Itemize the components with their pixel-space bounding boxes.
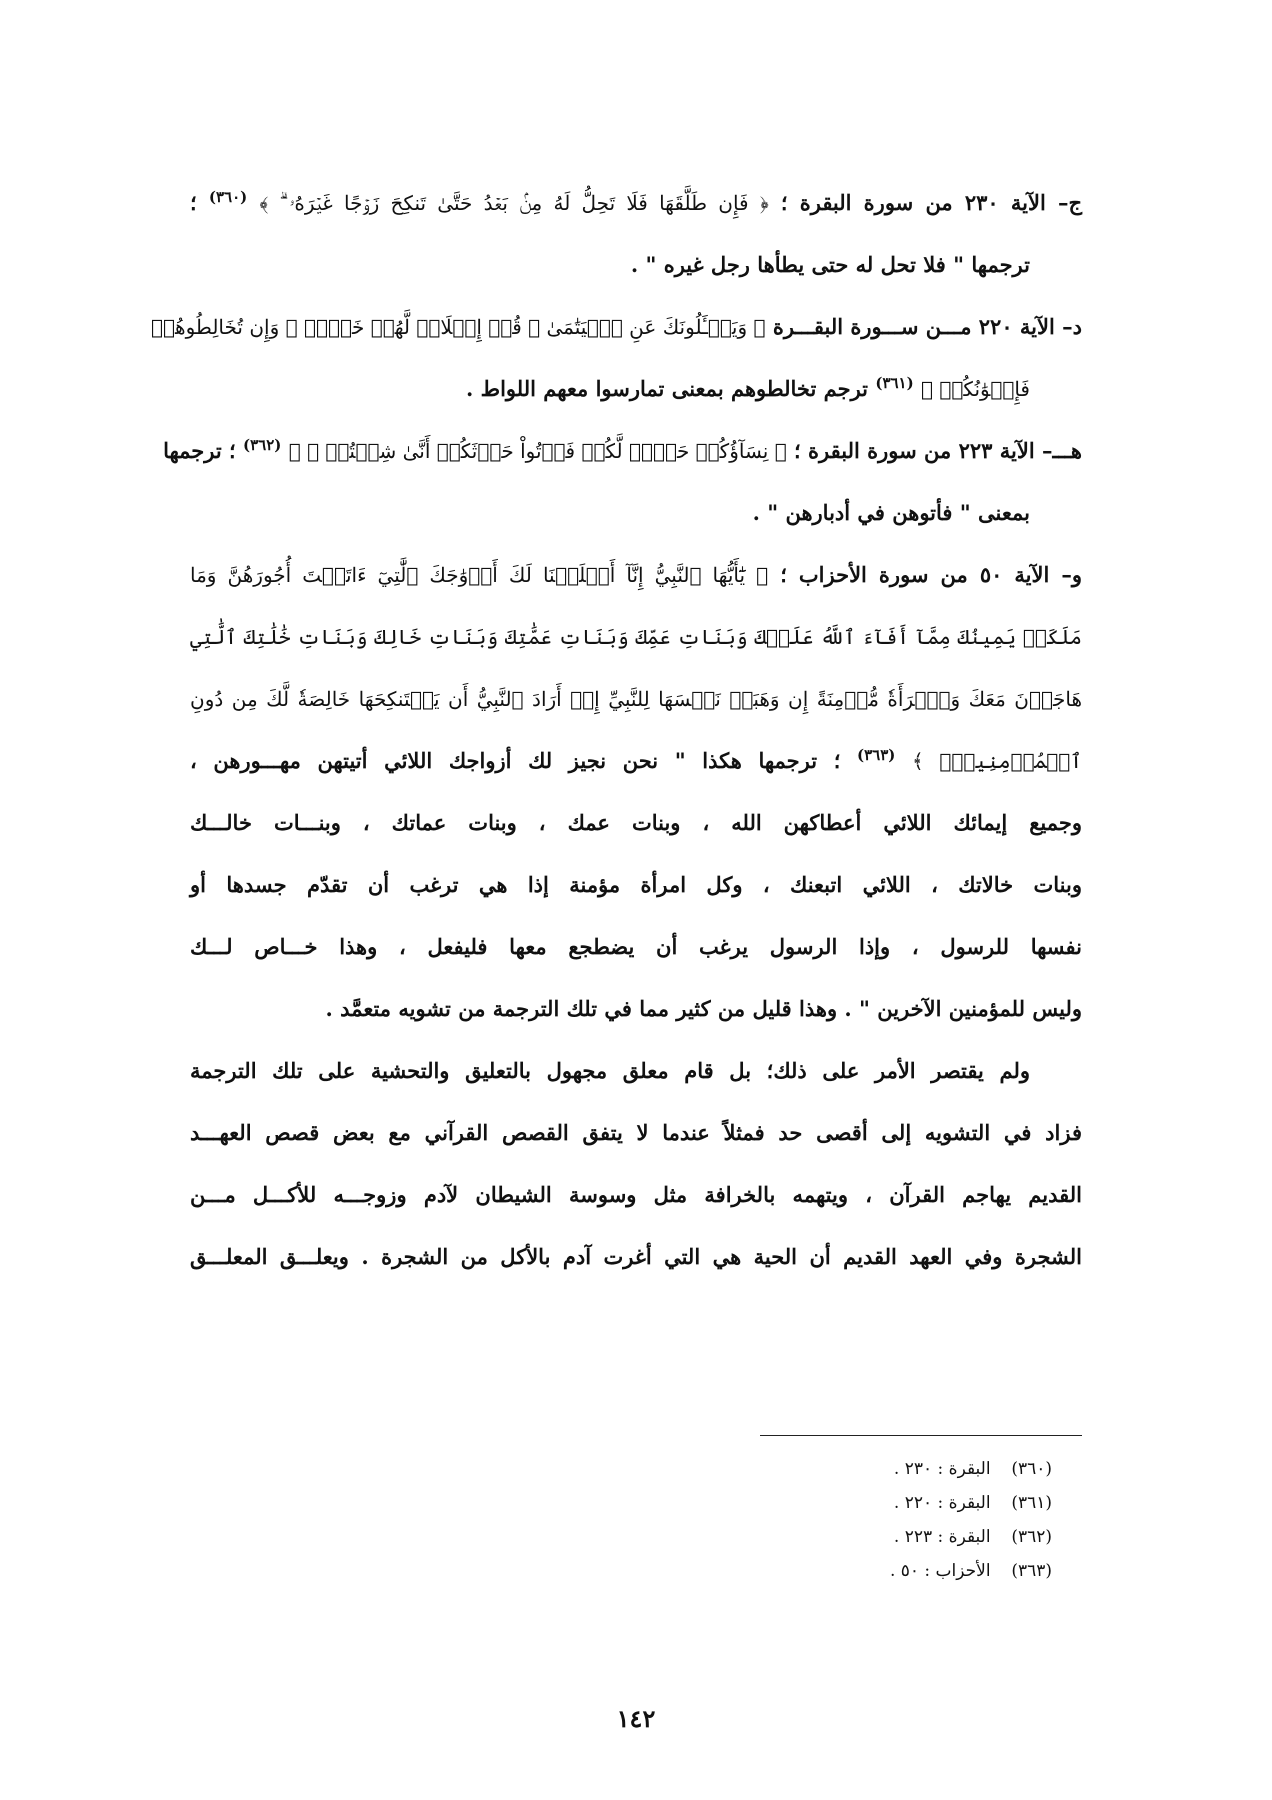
footnote-number: (٣٦٣) [1011,1561,1052,1581]
paragraph-w-line-3: هَاجَرۡنَ مَعَكَ وَٱمۡرَأَةٗ مُّؤۡمِنَةً إِن وَهَبَتۡ نَفۡسَهَا لِلنَّبِيِّ إِنۡ أَرَادَ ٱلنَّبِيُّ أَن يَسۡتَنكِحَهَا خَالِصَةٗ لَّكَ مِن دُونِ [190,687,1082,711]
paragraph-d-text: ترجم تخالطوهم بمعنى تمارسوا معهم اللواط . [466,376,869,401]
footnote-number: (٣٦٠) [1011,1459,1052,1479]
paragraph-w-heading: و– الآية ٥٠ من سورة الأحزاب ؛ [780,562,1082,587]
paragraph-w-line-8: وليس للمؤمنين الآخرين " . وهذا قليل من كثير مما في تلك الترجمة من تشويه متعمَّد . [325,996,1082,1021]
quran-verse: ﴿ يَٰٓأَيُّهَا ٱلنَّبِيُّ إِنَّآ أَحۡلَلۡنَا لَكَ أَزۡوَٰجَكَ ٱلَّٰتِيٓ ءَاتَيۡتَ أُجُورَهُنَّ وَمَا [190,563,769,587]
paragraph-h-line-2: بمعنى " فأتوهن في أدبارهن " . [752,500,1030,525]
quran-verse: ﴿ وَيَسۡـَٔلُونَكَ عَنِ ٱلۡيَتَٰمَىٰ ۖ قُلۡ إِصۡلَاحٞ لَّهُمۡ خَيۡرٞ ۖ وَإِن تُخَالِطُوهُمۡ [151,315,766,339]
closing-paragraph-line-3: القديم يهاجم القرآن ، ويتهمه بالخرافة مثل وسوسة الشيطان لآدم وزوجـــه للأكـــل مـــن [190,1182,1082,1207]
quran-verse: فَإِخۡوَٰنُكُمۡ ﴾ [921,377,1030,401]
closing-paragraph-line-2: فزاد في التشويه إلى أقصى حد فمثلاً عندما لا يتفق القصص القرآني مع بعض قصص العهـــد [190,1120,1082,1145]
paragraph-d-line-2 [190,358,1082,420]
punctuation: ؛ [190,190,197,215]
paragraph-w-line-7: نفسها للرسول ، وإذا الرسول يرغب أن يضطجع معها فليفعل ، وهذا خـــاص لـــك [190,934,1082,959]
closing-paragraph-line-1: ولم يقتصر الأمر على ذلك؛ بل قام معلق مجهول بالتعليق والتحشية على تلك الترجمة [190,1058,1030,1083]
page-number: ١٤٢ [616,1704,656,1733]
paragraph-w-line-1 [190,544,1082,606]
footnote-item [652,1554,1052,1588]
paragraph-w-line-2: مَلَكَتۡ يَمِينُكَ مِمَّآ أَفَآءَ ٱللَّهُ عَلَيۡكَ وَبَنَاتِ عَمِّكَ وَبَنَاتِ عَمَّٰتِكَ وَبَنَاتِ خَالِكَ وَبَنَاتِ خَٰلَٰتِكَ ٱلَّٰتِي [190,625,1082,649]
paragraph-j-line-2: ترجمها " فلا تحل له حتى يطأها رجل غيره " . [630,252,1030,277]
paragraph-j-heading: ج– الآية ٢٣٠ من سورة البقرة ؛ [780,190,1083,215]
paragraph-w-line-6: وبنات خالاتك ، اللائي اتبعنك ، وكل امرأة مؤمنة إذا هي ترغب أن تقدّم جسدها أو [190,872,1082,897]
paragraph-w-text: ؛ ترجمها هكذا " نحن نجيز لك أزواجك اللائي أتيتهن مهـــورهن ، [190,748,841,773]
paragraph-h-text: ؛ ترجمها [163,438,236,463]
paragraph-d-heading: د– الآية ٢٢٠ مـــن ســـورة البقـــرة [772,314,1082,339]
paragraph-w-line-4 [190,730,1082,792]
quran-verse: ٱلۡمُؤۡمِنِينَۗ ﴾ [912,749,1083,773]
footnote-text: البقرة : ٢٢٣ . [893,1527,991,1547]
footnote-divider [760,1435,1082,1436]
footnote-text: البقرة : ٢٣٠ . [893,1459,991,1479]
footnote-item [652,1486,1052,1520]
body-text [151,172,1083,1288]
quran-verse: ﴿ نِسَآؤُكُمۡ حَرۡثٞ لَّكُمۡ فَأۡتُواْ حَرۡثَكُمۡ أَنَّىٰ شِئۡتُمۡ ۖ ﴾ [288,439,787,463]
footnote-number: (٣٦٢) [1011,1527,1052,1547]
closing-paragraph-line-4: الشجرة وفي العهد القديم أن الحية هي التي أغرت آدم بالأكل من الشجرة . ويعلـــق المعلـــق [190,1244,1082,1269]
footnote-reference[interactable]: (٣٦١) [875,374,914,392]
paragraph-h-heading: هـــ– الآية ٢٢٣ من سورة البقرة ؛ [794,438,1082,463]
footnote-text: الأحزاب : ٥٠ . [889,1561,991,1581]
footnote-reference[interactable]: (٣٦٣) [857,746,896,764]
footnotes [652,1452,1052,1588]
paragraph-h-line-1 [163,420,1082,482]
footnote-text: البقرة : ٢٢٠ . [893,1493,991,1513]
footnote-number: (٣٦١) [1011,1493,1052,1513]
paragraph-j-line-1 [190,172,1082,234]
quran-verse: ﴿ فَإِن طَلَّقَهَا فَلَا تَحِلُّ لَهُ مِنۢ بَعۡدُ حَتَّىٰ تَنكِحَ زَوۡجًا غَيۡرَهُۥ ۗ ﴾ [259,191,769,215]
paragraph-w-line-5: وجميع إيمائك اللائي أعطاكهن الله ، وبنات عمك ، وبنات عماتك ، وبنـــات خالـــك [190,810,1082,835]
paragraph-d-line-1 [151,296,1082,358]
footnote-reference[interactable]: (٣٦٠) [208,188,248,206]
footnote-item [652,1452,1052,1486]
footnote-reference[interactable]: (٣٦٢) [243,436,282,454]
footnote-item [652,1520,1052,1554]
